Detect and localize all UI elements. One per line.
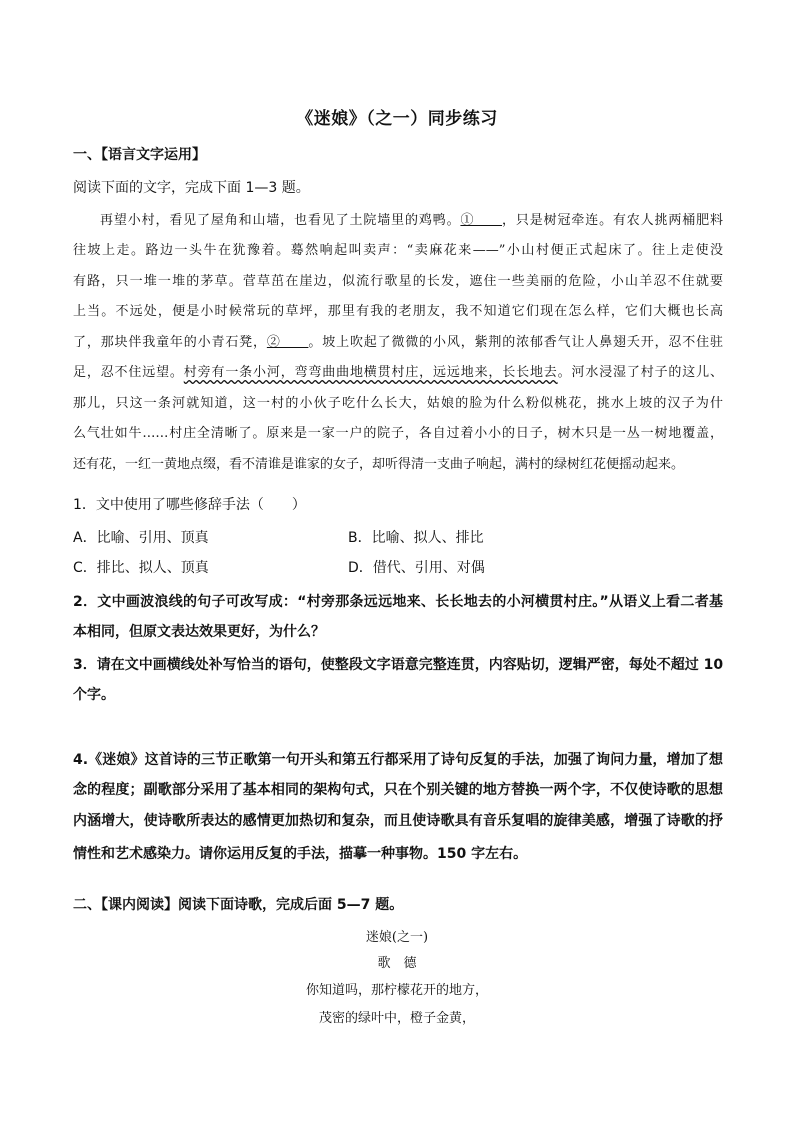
- passage-line: 了，那块伴我童年的小青石凳，② 。坡上吹起了微微的小风，紫荆的浓郁香气让人鼻翅夭开，忍不住驻: [73, 335, 723, 350]
- section1-heading: 一、【语言文字运用】: [73, 147, 206, 163]
- passage-line: 上当。不远处，便是小时候常玩的草坪，那里有我的老朋友，我不知道它们现在怎么样，它们大概也长高: [73, 304, 723, 319]
- question-2-text: 本相同，但原文表达效果更好，为什么？: [73, 624, 325, 640]
- question-3-text: 3．请在文中画横线处补写恰当的语句，使整段文字语意完整连贯，内容贴切，逻辑严密，每处不超过 10: [73, 657, 724, 673]
- section2-heading: 二、【课内阅读】阅读下面诗歌，完成后面 5—7 题。: [73, 897, 404, 913]
- question-4-text: 念的程度；副歌部分采用了基本相同的架构句式，只在个别关键的地方替换一两个字，不仅使诗歌的思想: [73, 782, 723, 798]
- poem-author: 歌 德: [377, 956, 417, 971]
- passage-line: 足，忍不住远望。村旁有一条小河，弯弯曲曲地横贯村庄，远远地来，长长地去。河水浸湿了村子的这儿、: [73, 365, 723, 380]
- passage-line: 么气壮如牛……村庄全清晰了。原来是一家一户的院子，各自过着小小的日子，树木只是一丛一树地覆盖，: [73, 426, 723, 441]
- option-d: D．借代、引用、对偶: [348, 560, 485, 576]
- question-1-stem: 1．文中使用了哪些修辞手法（ ）: [73, 497, 306, 513]
- option-b: B．比喻、拟人、排比: [348, 530, 484, 546]
- section1-instruction: 阅读下面的文字，完成下面 1—3 题。: [73, 180, 310, 196]
- passage-line: 有路，只一堆一堆的茅草。菅草茁在崖边，似流行歌星的长发，遮住一些美丽的危险，小山羊忍不住就要: [73, 274, 723, 289]
- option-c: C．排比、拟人、顶真: [73, 560, 209, 576]
- passage-line: 还有花，一红一黄地点缀，看不清谁是谁家的女子，却听得清一支曲子响起，满村的绿树红花便摇动起来。: [73, 457, 685, 472]
- option-a: A．比喻、引用、顶真: [73, 530, 209, 546]
- passage-line: 往坡上走。路边一头牛在犹豫着。蓦然响起叫卖声：“卖麻花来——”小山村便正式起床了。往上走使没: [73, 243, 723, 258]
- blank-1: ①: [460, 213, 503, 228]
- passage-line: 再望小村，看见了屋角和山墙，也看见了土院墙里的鸡鸭。① ，只是树冠牵连。有农人挑两桶肥料: [100, 213, 723, 228]
- question-4-text: 内涵增大，使诗歌所表达的感情更加热切和复杂，而且使诗歌具有音乐复唱的旋律美感，增强了诗歌的抒: [73, 813, 723, 829]
- wavy-underlined-sentence: 村旁有一条小河，弯弯曲曲地横贯村庄，远远地来，长长地去: [183, 365, 558, 380]
- question-2-text: 2．文中画波浪线的句子可改写成：“村旁那条远远地来、长长地去的小河横贯村庄。”从语义上看二者基: [73, 594, 723, 610]
- question-4-text: 情性和艺术感染力。请你运用反复的手法，描摹一种事物。150 字左右。: [73, 846, 528, 862]
- question-3-text: 个字。: [73, 687, 115, 703]
- poem-line: 你知道吗，那柠檬花开的地方，: [305, 983, 488, 998]
- page-title: 《迷娘》（之一）同步练习: [296, 109, 498, 129]
- question-1-options-row: [73, 557, 733, 577]
- question-1-options-row: [73, 527, 733, 547]
- poem-title: 迷娘(之一): [365, 930, 429, 945]
- question-4-text: 4.《迷娘》这首诗的三节正歌第一句开头和第五行都采用了诗句反复的手法，加强了询问力量，增加了想: [73, 752, 723, 768]
- passage-line: 那儿，只这一条河就知道，这一村的小伙子吃什么长大，姑娘的脸为什么粉似桃花，挑水上坡的汉子为什: [73, 396, 723, 411]
- poem-line: 茂密的绿叶中，橙子金黄，: [318, 1011, 475, 1026]
- blank-2: ②: [266, 335, 309, 350]
